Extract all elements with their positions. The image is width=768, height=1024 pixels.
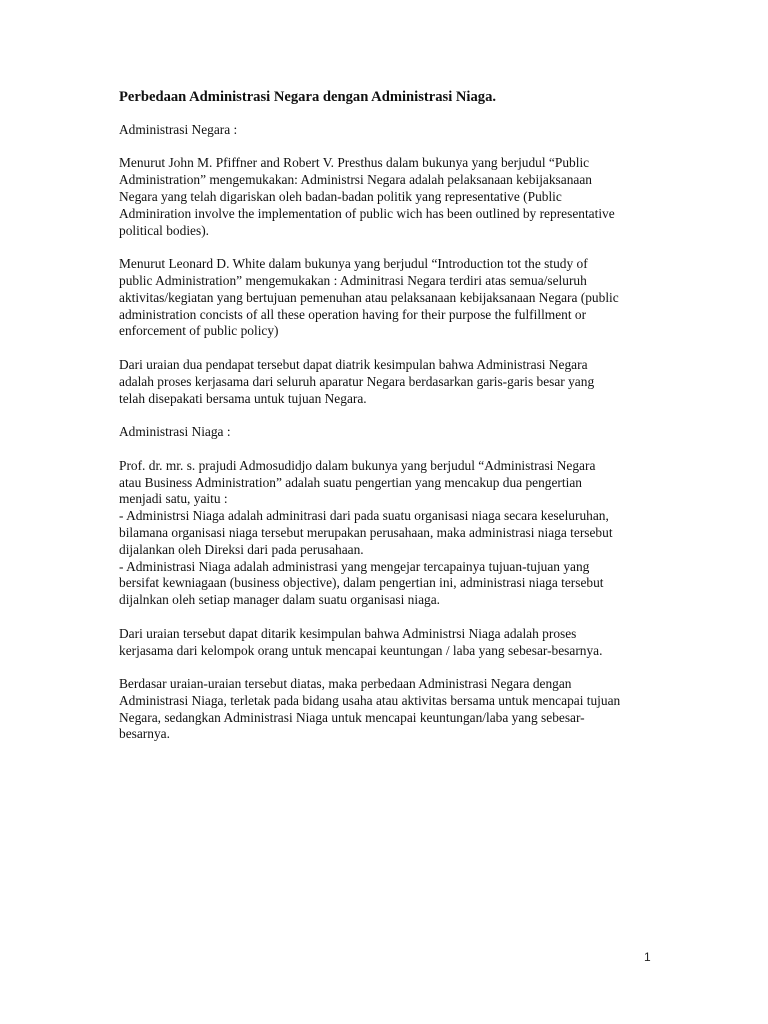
paragraph-line: Administrasi Negara : — [119, 121, 238, 137]
paragraph-list — [119, 122, 659, 743]
paragraph-line: bersifat kewniagaan (business objective), dalam pengertian ini, administrasi niaga tersebut — [119, 575, 604, 591]
paragraph-line: - Administrasi Niaga adalah administrasi yang mengejar tercapainya tujuan-tujuan yang — [119, 558, 590, 574]
document-title: Perbedaan Administrasi Negara dengan Administrasi Niaga. — [119, 89, 497, 105]
paragraph-line: bilamana organisasi niaga tersebut merupakan perusahaan, maka administrasi niaga tersebut — [119, 524, 613, 540]
paragraph-line: Negara, sedangkan Administrasi Niaga untuk mencapai keuntungan/laba yang sebesar- — [119, 709, 585, 725]
paragraph — [119, 626, 659, 660]
paragraph-line: Administrasi Niaga, terletak pada bidang usaha atau aktivitas bersama untuk mencapai tujuan — [119, 692, 621, 708]
paragraph-line: Dari uraian dua pendapat tersebut dapat diatrik kesimpulan bahwa Administrasi Negara — [119, 356, 588, 372]
paragraph-line: adalah proses kerjasama dari seluruh aparatur Negara berdasarkan garis-garis besar yang — [119, 373, 595, 389]
paragraph-line: Menurut Leonard D. White dalam bukunya yang berjudul “Introduction tot the study of — [119, 256, 588, 272]
paragraph-line: - Administrsi Niaga adalah adminitrasi dari pada suatu organisasi niaga secara keseluruhan, — [119, 508, 609, 524]
page-number: 1 — [644, 950, 651, 964]
paragraph — [119, 155, 659, 239]
paragraph-line: Menurut John M. Pfiffner and Robert V. Presthus dalam bukunya yang berjudul “Public — [119, 155, 590, 171]
paragraph-line: dijalankan oleh Direksi dari pada perusahaan. — [119, 541, 364, 557]
paragraph-line: political bodies). — [119, 222, 209, 238]
paragraph-line: enforcement of public policy) — [119, 323, 279, 339]
paragraph-line: Administration” mengemukakan: Administrsi Negara adalah pelaksanaan kebijaksanaan — [119, 172, 592, 188]
paragraph-line: kerjasama dari kelompok orang untuk mencapai keuntungan / laba yang sebesar-besarnya. — [119, 642, 603, 658]
paragraph-line: telah disepakati bersama untuk tujuan Negara. — [119, 390, 367, 406]
document-body — [119, 89, 659, 760]
paragraph-line: public Administration” mengemukakan : Adminitrasi Negara terdiri atas semua/seluruh — [119, 272, 587, 288]
paragraph — [119, 458, 659, 609]
paragraph — [119, 357, 659, 407]
paragraph-line: dijalnkan oleh setiap manager dalam suatu organisasi niaga. — [119, 592, 441, 608]
paragraph — [119, 424, 659, 441]
paragraph-line: menjadi satu, yaitu : — [119, 491, 228, 507]
paragraph-line: aktivitas/kegiatan yang bertujuan pemenuhan atau pelaksanaan kebijaksanaan Negara (public — [119, 289, 619, 305]
paragraph — [119, 676, 659, 743]
paragraph-line: Dari uraian tersebut dapat ditarik kesimpulan bahwa Administrsi Niaga adalah proses — [119, 625, 577, 641]
paragraph-line: Adminiration involve the implementation of public wich has been outlined by representative — [119, 205, 615, 221]
paragraph — [119, 122, 659, 139]
paragraph-line: atau Business Administration” adalah suatu pengertian yang mencakup dua pengertian — [119, 474, 582, 490]
paragraph-line: Prof. dr. mr. s. prajudi Admosudidjo dalam bukunya yang berjudul “Administrasi Negara — [119, 457, 596, 473]
paragraph-line: Berdasar uraian-uraian tersebut diatas, maka perbedaan Administrasi Negara dengan — [119, 676, 572, 692]
paragraph — [119, 256, 659, 340]
paragraph-line: besarnya. — [119, 726, 170, 742]
paragraph-line: Administrasi Niaga : — [119, 424, 231, 440]
paragraph-line: administration concists of all these operation having for their purpose the fulfillment or — [119, 306, 587, 322]
paragraph-line: Negara yang telah digariskan oleh badan-badan politik yang representative (Public — [119, 188, 562, 204]
